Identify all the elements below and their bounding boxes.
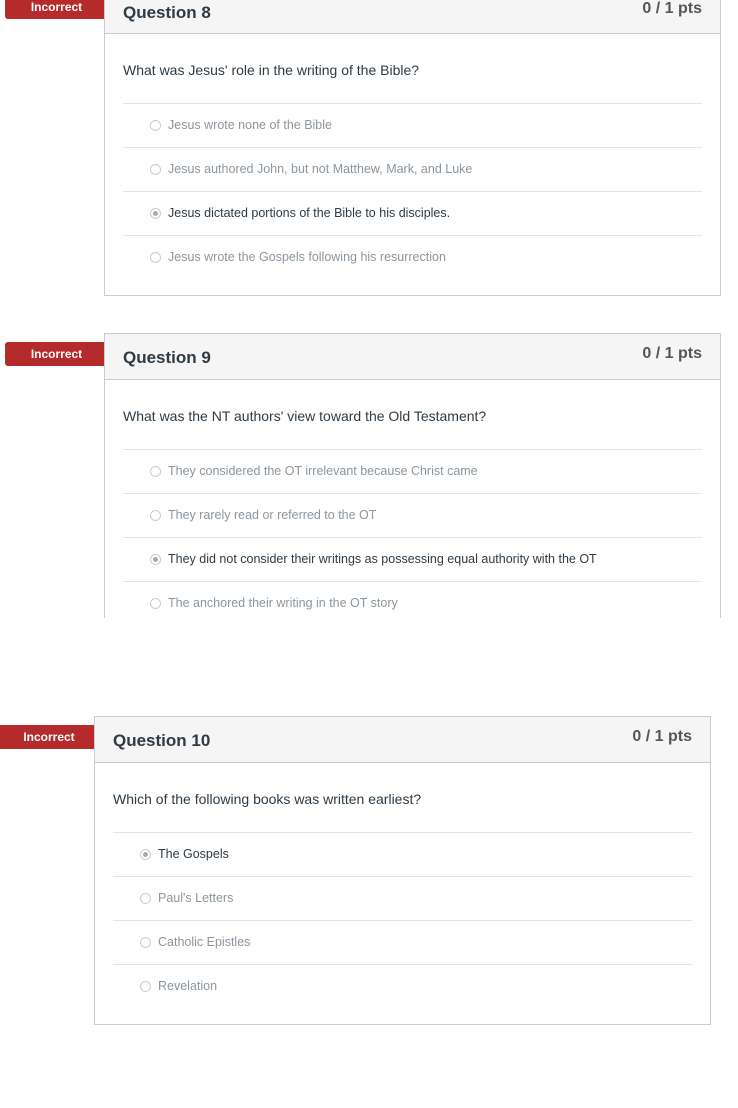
radio-button[interactable]	[140, 893, 151, 904]
question-card	[104, 333, 721, 618]
answer-label: They did not consider their writings as possessing equal authority with the OT	[168, 552, 597, 566]
answer-list	[123, 103, 702, 279]
question-header	[105, 0, 720, 34]
answer-option-selected[interactable]	[123, 191, 702, 235]
question-points: 0 / 1 pts	[642, 345, 702, 362]
answer-label: The anchored their writing in the OT story	[168, 596, 398, 610]
answer-label: They rarely read or referred to the OT	[168, 508, 377, 522]
answer-label: Paul's Letters	[158, 891, 234, 905]
answer-option[interactable]	[123, 493, 702, 537]
radio-button[interactable]	[150, 120, 161, 131]
radio-button-selected[interactable]	[150, 208, 161, 219]
answer-label: Jesus wrote the Gospels following his resurrection	[168, 250, 446, 264]
radio-button-selected[interactable]	[140, 849, 151, 860]
question-card	[104, 0, 721, 296]
radio-button[interactable]	[150, 466, 161, 477]
question-header	[95, 717, 710, 763]
answer-option[interactable]	[123, 235, 702, 279]
answer-option[interactable]	[123, 449, 702, 493]
incorrect-badge: Incorrect	[0, 725, 98, 749]
answer-option[interactable]	[123, 147, 702, 191]
question-text: What was the NT authors' view toward the Old Testament?	[123, 408, 487, 424]
radio-button[interactable]	[140, 981, 151, 992]
answer-label: Jesus authored John, but not Matthew, Mark, and Luke	[168, 162, 473, 176]
incorrect-badge: Incorrect	[5, 0, 108, 19]
question-points: 0 / 1 pts	[642, 0, 702, 17]
radio-button[interactable]	[150, 164, 161, 175]
question-text: What was Jesus' role in the writing of the Bible?	[123, 62, 420, 78]
answer-option[interactable]	[113, 964, 692, 1008]
answer-option[interactable]	[123, 581, 702, 618]
answer-label: Catholic Epistles	[158, 935, 251, 949]
answer-list	[113, 832, 692, 1008]
question-header	[105, 334, 720, 380]
answer-label: Revelation	[158, 979, 218, 993]
answer-list	[123, 449, 702, 618]
incorrect-badge: Incorrect	[5, 342, 108, 366]
question-points: 0 / 1 pts	[632, 728, 692, 745]
answer-option-selected[interactable]	[123, 537, 702, 581]
answer-label: Jesus wrote none of the Bible	[168, 118, 332, 132]
answer-option[interactable]	[113, 876, 692, 920]
answer-label: Jesus dictated portions of the Bible to his disciples.	[168, 206, 451, 220]
question-title: Question 10	[113, 731, 211, 750]
answer-label: They considered the OT irrelevant because Christ came	[168, 464, 478, 478]
answer-option-selected[interactable]	[113, 832, 692, 876]
radio-button[interactable]	[140, 937, 151, 948]
radio-button[interactable]	[150, 598, 161, 609]
answer-label: The Gospels	[158, 847, 229, 861]
question-title: Question 9	[123, 348, 211, 367]
question-title: Question 8	[123, 3, 211, 22]
answer-option[interactable]	[123, 103, 702, 147]
answer-option[interactable]	[113, 920, 692, 964]
radio-button[interactable]	[150, 510, 161, 521]
radio-button-selected[interactable]	[150, 554, 161, 565]
question-text: Which of the following books was written earliest?	[113, 791, 422, 807]
question-card	[94, 716, 711, 1025]
radio-button[interactable]	[150, 252, 161, 263]
